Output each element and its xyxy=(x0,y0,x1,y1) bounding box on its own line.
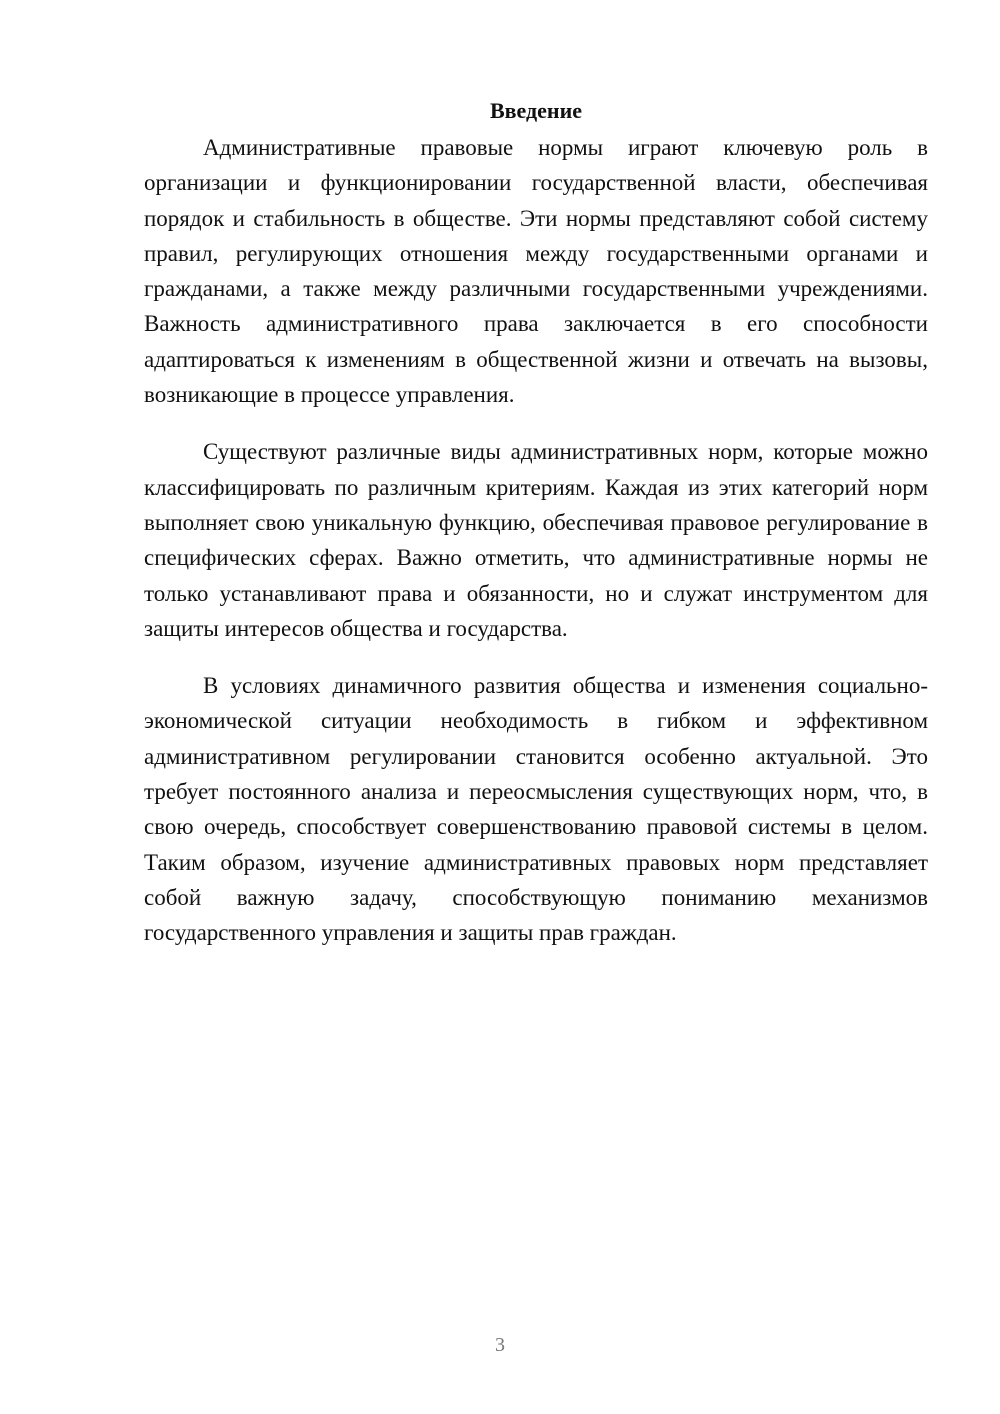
paragraph-1: Административные правовые нормы играют ключевую роль в организации и функционировании государственной власти, обеспечивая порядок и стабильность в обществе. Эти нормы представляют собой систему правил, регулирующих отношения между государственными органами и гражданами, а также между различными государственными учреждениями. Важность административного права заключается в его способности адаптироваться к изменениям в общественной жизни и отвечать на вызовы, возникающие в процессе управления. xyxy=(144,135,928,408)
page-content xyxy=(144,96,928,973)
paragraph-2: Существуют различные виды административных норм, которые можно классифицировать по различным критериям. Каждая из этих категорий норм выполняет свою уникальную функцию, обеспечивая правовое регулирование в специфических сферах. Важно отметить, что административные нормы не только устанавливают права и обязанности, но и служат инструментом для защиты интересов общества и государства. xyxy=(144,439,928,641)
paragraph-3: В условиях динамичного развития общества и изменения социально-экономической ситуации необходимость в гибком и эффективном административном регулировании становится особенно актуальной. Это требует постоянного анализа и переосмысления существующих норм, что, в свою очередь, способствует совершенствованию правовой системы в целом. Таким образом, изучение административных правовых норм представляет собой важную задачу, способствующую пониманию механизмов государственного управления и защиты прав граждан. xyxy=(144,673,928,946)
section-heading: Введение xyxy=(489,98,583,123)
page-number: 3 xyxy=(495,1334,505,1356)
